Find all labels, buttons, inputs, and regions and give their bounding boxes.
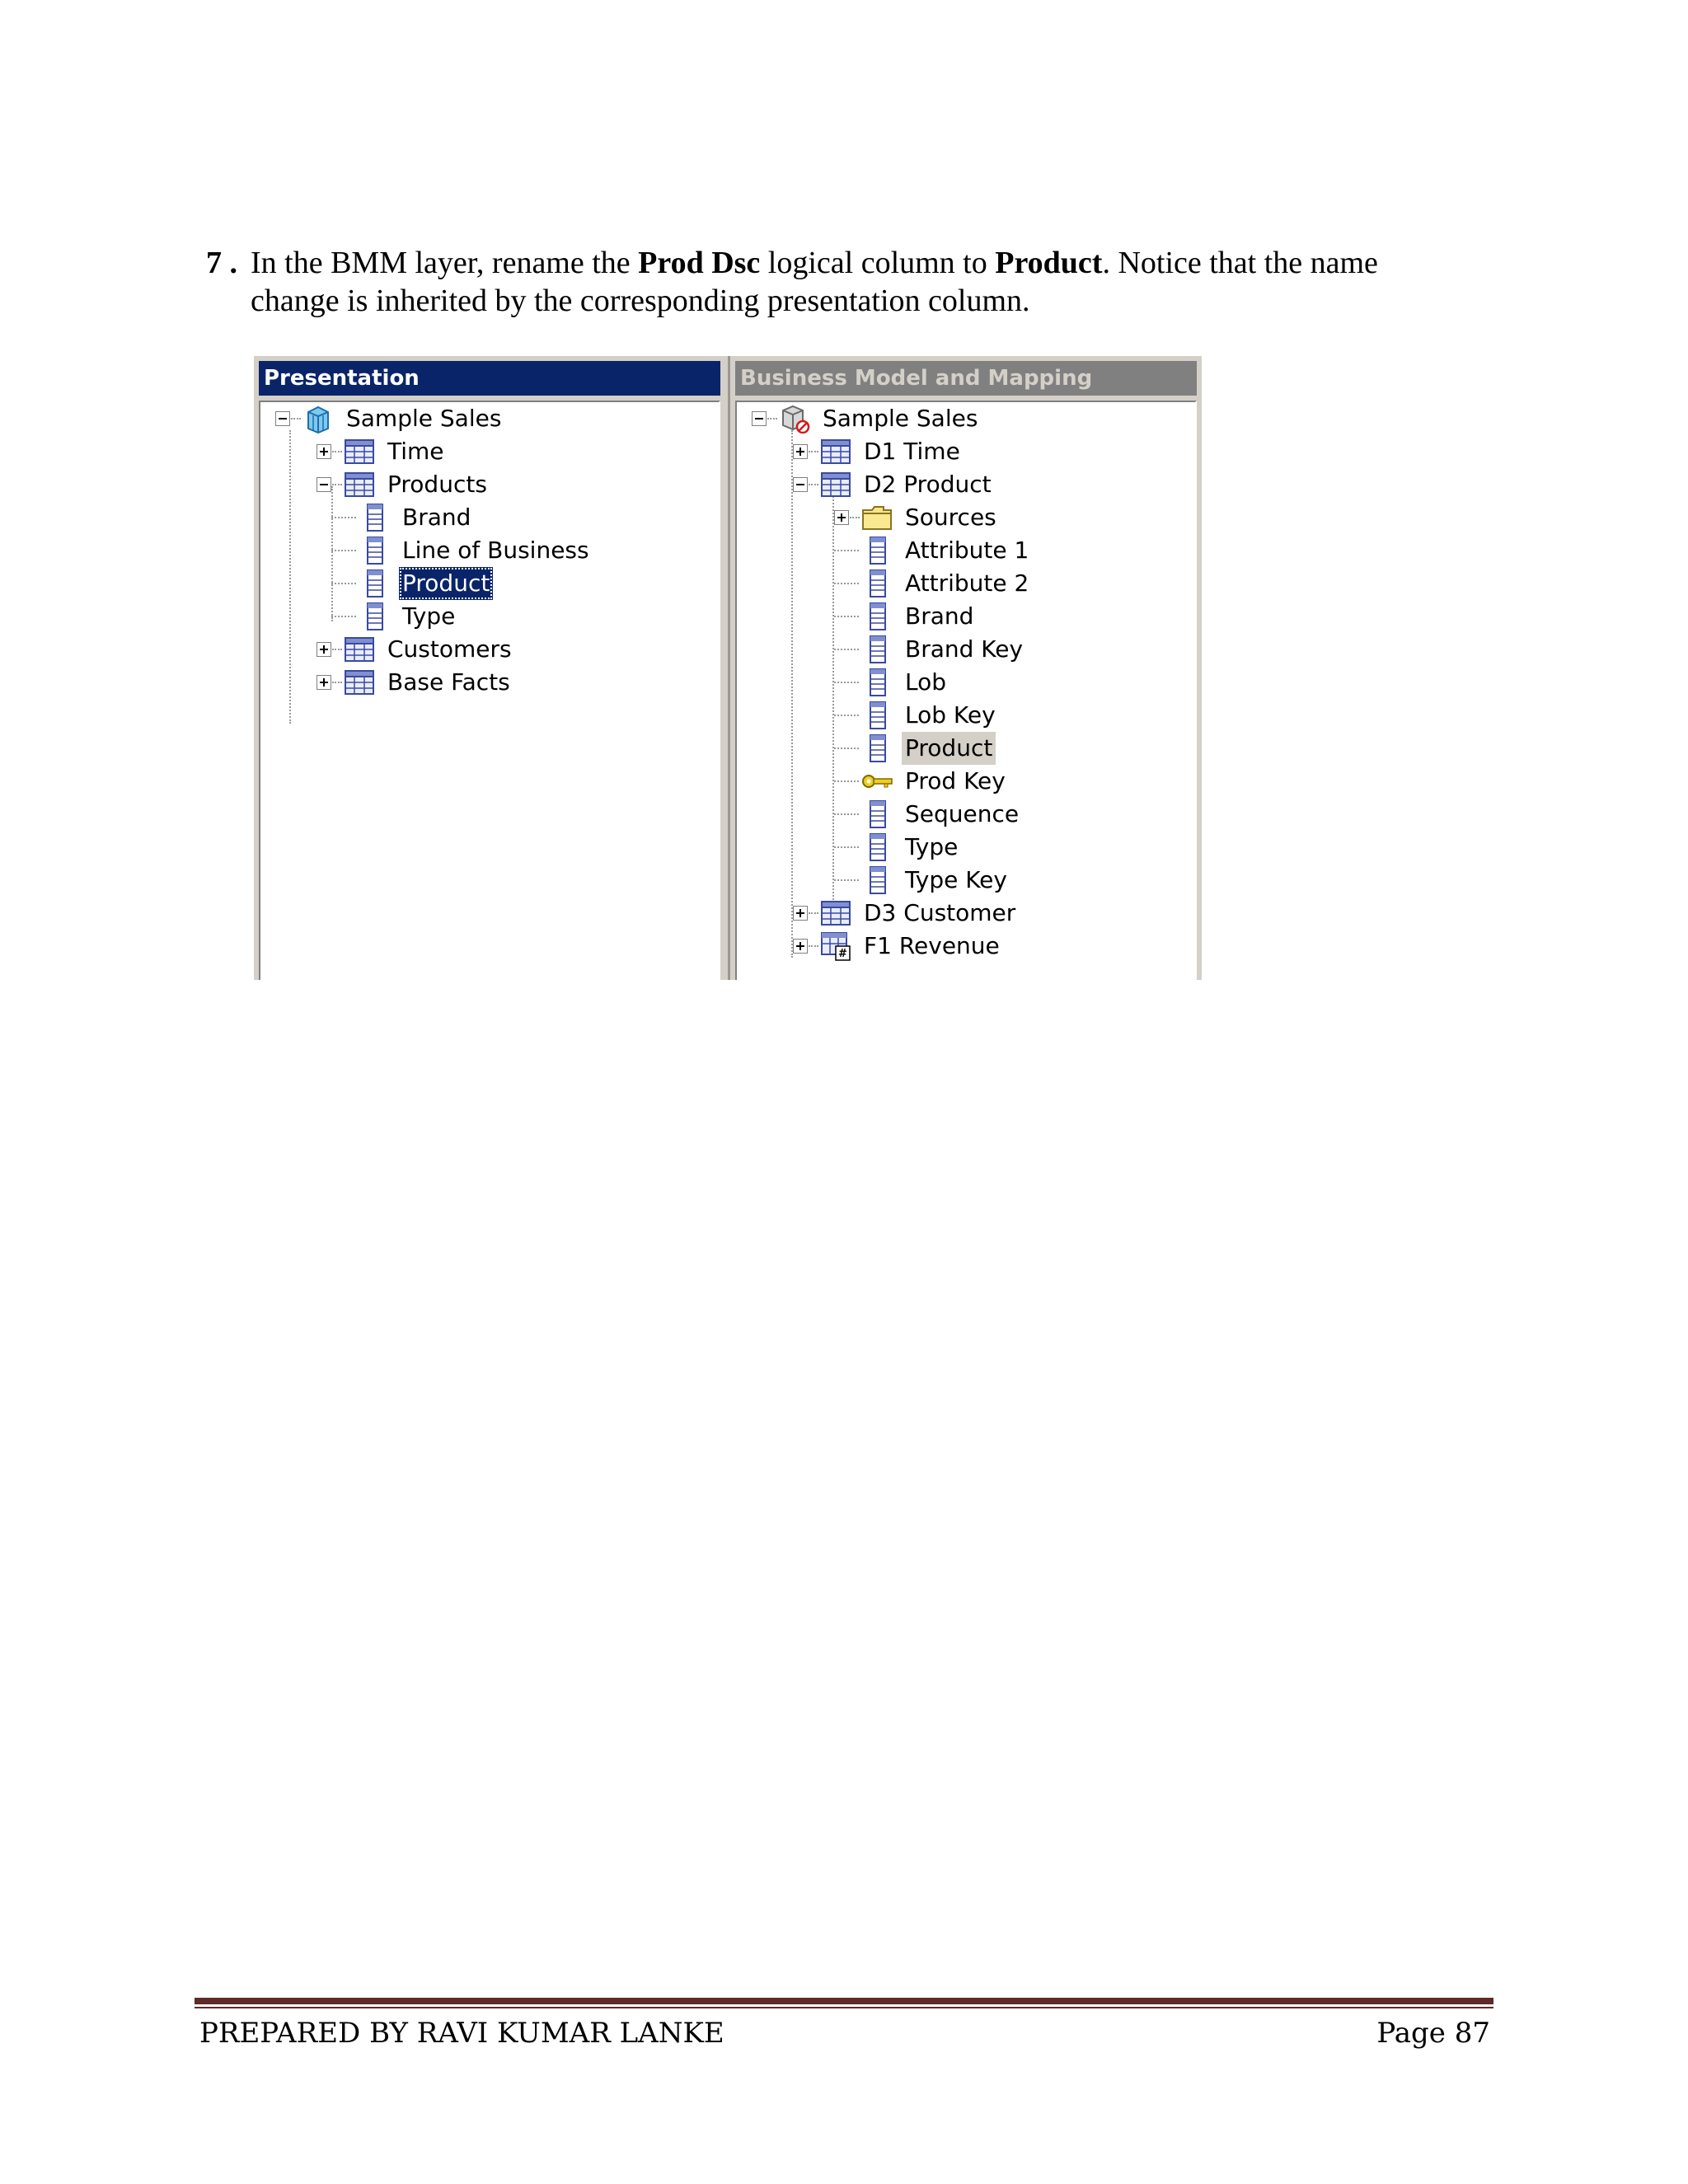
tree-label[interactable]: Attribute 2 bbox=[905, 569, 1029, 597]
table-icon bbox=[343, 635, 376, 664]
tree-label-highlighted[interactable]: Product bbox=[902, 732, 996, 765]
expand-toggle[interactable] bbox=[793, 906, 808, 921]
tree-label[interactable]: D2 Product bbox=[864, 471, 992, 498]
bmm-tree[interactable] bbox=[735, 401, 1197, 980]
tree-label[interactable]: Sample Sales bbox=[346, 405, 502, 432]
expand-toggle[interactable] bbox=[316, 675, 331, 690]
collapse-toggle[interactable] bbox=[316, 477, 331, 492]
table-icon bbox=[819, 898, 852, 928]
expand-toggle[interactable] bbox=[793, 444, 808, 459]
tree-label[interactable]: Brand bbox=[402, 504, 471, 531]
tree-label[interactable]: D1 Time bbox=[864, 438, 960, 465]
column-icon bbox=[860, 602, 893, 631]
new-column-name: Product bbox=[995, 246, 1103, 280]
tree-label[interactable]: F1 Revenue bbox=[864, 932, 1000, 959]
tree-label[interactable]: Brand bbox=[905, 602, 974, 630]
expand-toggle[interactable] bbox=[316, 444, 331, 459]
column-icon bbox=[860, 569, 893, 598]
column-icon bbox=[860, 865, 893, 895]
step-text-part: In the BMM layer, rename the bbox=[251, 246, 639, 280]
footer-rule-thin bbox=[195, 2007, 1493, 2008]
folder-icon bbox=[860, 503, 893, 532]
footer-rule bbox=[195, 1998, 1493, 2004]
tree-label-selected[interactable]: Product bbox=[399, 567, 493, 600]
tree-label[interactable]: Time bbox=[387, 438, 444, 465]
column-icon bbox=[358, 569, 391, 598]
table-icon bbox=[343, 470, 376, 499]
collapse-toggle[interactable] bbox=[275, 411, 290, 426]
column-icon bbox=[860, 799, 893, 829]
column-icon bbox=[860, 635, 893, 664]
step-text bbox=[251, 244, 1487, 320]
expand-toggle[interactable] bbox=[316, 642, 331, 657]
presentation-tree[interactable] bbox=[259, 401, 720, 980]
tree-label[interactable]: D3 Customer bbox=[864, 899, 1016, 926]
tree-label[interactable]: Type bbox=[905, 833, 959, 860]
tree-label[interactable]: Sequence bbox=[905, 800, 1020, 827]
tree-label[interactable]: Sources bbox=[905, 504, 996, 531]
admin-tool-screenshot bbox=[254, 356, 1202, 980]
bmm-pane-title[interactable]: Business Model and Mapping bbox=[735, 361, 1197, 396]
tree-label[interactable]: Products bbox=[387, 471, 487, 498]
tree-connector bbox=[791, 430, 793, 958]
step-text-part: logical column to bbox=[760, 246, 996, 280]
column-icon bbox=[358, 602, 391, 631]
footer-page-number: Page 87 bbox=[1376, 2017, 1490, 2050]
tree-label[interactable]: Type bbox=[402, 602, 456, 630]
column-icon bbox=[358, 503, 391, 532]
presentation-pane bbox=[254, 356, 725, 980]
business-model-icon bbox=[778, 404, 811, 434]
column-icon bbox=[860, 832, 893, 862]
old-column-name: Prod Dsc bbox=[638, 246, 761, 280]
column-icon bbox=[860, 668, 893, 697]
expand-toggle[interactable] bbox=[834, 510, 849, 525]
tree-label[interactable]: Line of Business bbox=[402, 537, 589, 564]
tree-label[interactable]: Customers bbox=[387, 635, 512, 663]
presentation-pane-title[interactable]: Presentation bbox=[259, 361, 720, 396]
step-text-line2: change is inherited by the corresponding presentation column. bbox=[251, 284, 1030, 318]
table-icon bbox=[819, 437, 852, 466]
tree-connector bbox=[832, 486, 834, 900]
bmm-pane bbox=[728, 356, 1202, 980]
column-icon bbox=[860, 733, 893, 763]
step-text-part: . Notice that the name bbox=[1102, 246, 1378, 280]
tree-label[interactable]: Attribute 1 bbox=[905, 537, 1029, 564]
tree-label[interactable]: Prod Key bbox=[905, 767, 1006, 794]
key-icon bbox=[860, 766, 893, 796]
tree-label[interactable]: Lob Key bbox=[905, 701, 996, 729]
tree-label[interactable]: Brand Key bbox=[905, 635, 1024, 663]
table-icon bbox=[343, 437, 376, 466]
table-icon bbox=[819, 470, 852, 499]
tree-label[interactable]: Sample Sales bbox=[823, 405, 978, 432]
column-icon bbox=[358, 536, 391, 565]
tree-label[interactable]: Base Facts bbox=[387, 668, 510, 696]
tree-connector bbox=[289, 430, 291, 724]
footer-author: PREPARED BY RAVI KUMAR LANKE bbox=[199, 2017, 724, 2050]
collapse-toggle[interactable] bbox=[752, 411, 767, 426]
tree-label[interactable]: Lob bbox=[905, 668, 947, 696]
step-number: 7 . bbox=[206, 246, 237, 280]
fact-table-icon bbox=[819, 931, 852, 961]
tree-connector bbox=[331, 486, 333, 621]
collapse-toggle[interactable] bbox=[793, 477, 808, 492]
column-icon bbox=[860, 701, 893, 730]
table-icon bbox=[343, 668, 376, 697]
catalog-icon bbox=[302, 404, 335, 434]
column-icon bbox=[860, 536, 893, 565]
expand-toggle[interactable] bbox=[793, 939, 808, 954]
tree-label[interactable]: Type Key bbox=[905, 866, 1007, 893]
